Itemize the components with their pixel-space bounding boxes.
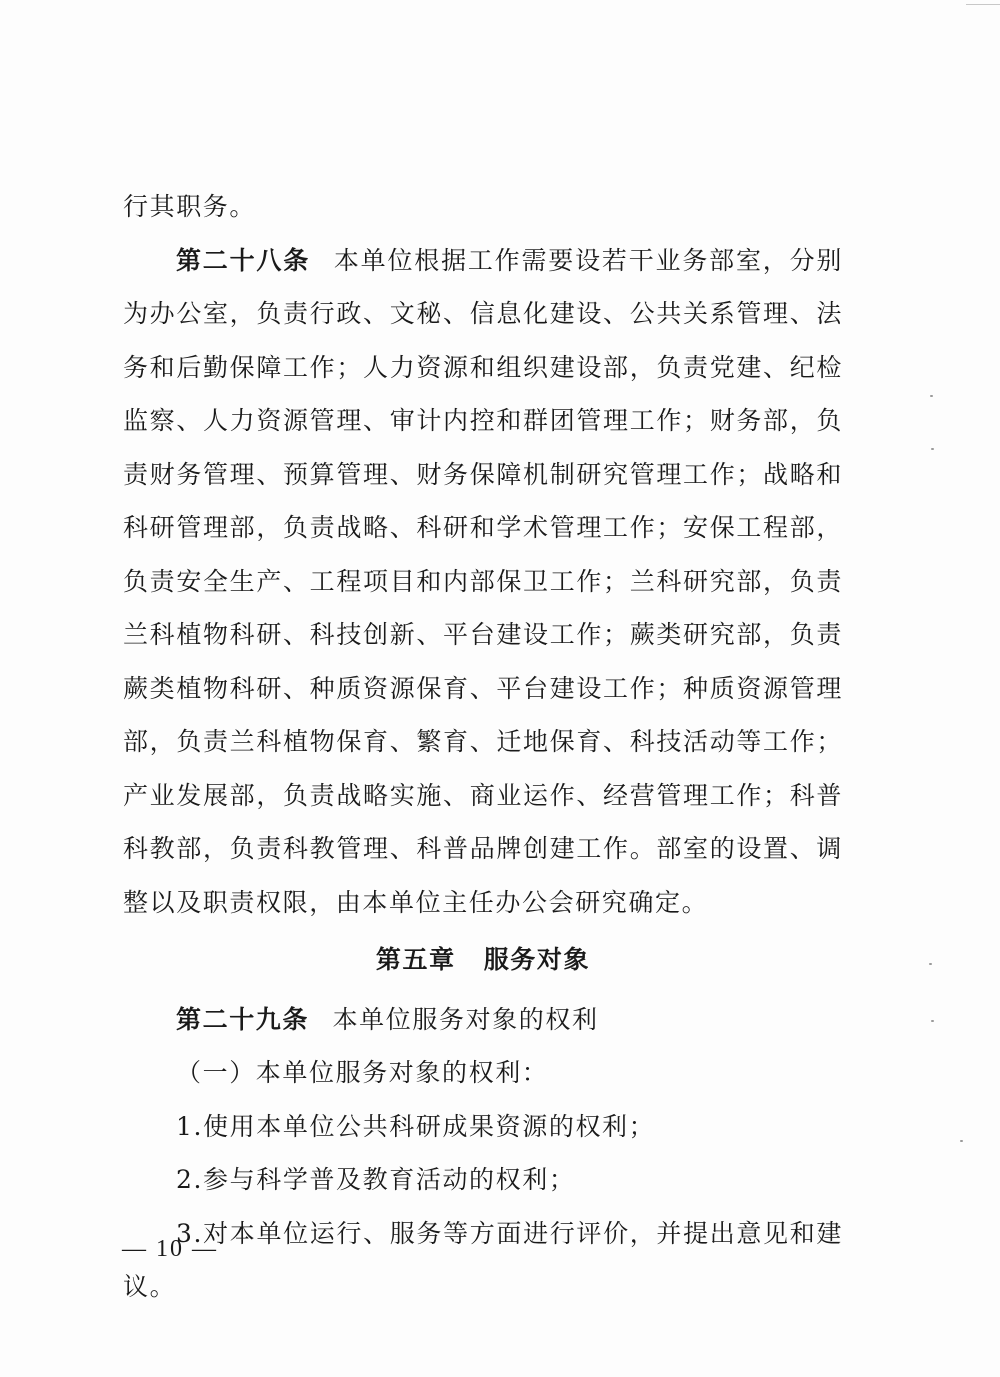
chapter-title: 服务对象 xyxy=(483,945,591,974)
list-item: 1.使用本单位公共科研成果资源的权利； xyxy=(176,1111,656,1141)
page-number: — 10 — xyxy=(122,1236,218,1262)
document-body xyxy=(123,180,843,1314)
list-item: 2.参与科学普及教育活动的权利； xyxy=(176,1165,576,1194)
article-29 xyxy=(123,993,843,1047)
scan-speck xyxy=(930,395,933,397)
chapter-heading xyxy=(123,933,843,987)
scan-speck xyxy=(931,1020,934,1022)
article-29-text: 本单位服务对象的权利 xyxy=(332,1004,599,1034)
article-29-heading: 第二十九条 xyxy=(176,1004,310,1034)
scan-edge-line xyxy=(966,0,1000,5)
list-item: 3.对本单位运行、服务等方面进行评价，并提出意见和建议。 xyxy=(123,1218,843,1301)
article-28 xyxy=(123,234,843,930)
continued-paragraph: 行其职务。 xyxy=(123,192,257,221)
scan-speck xyxy=(960,1140,963,1142)
scan-speck xyxy=(929,963,932,965)
subsection-1: （一）本单位服务对象的权利： xyxy=(176,1058,549,1087)
article-28-text: 本单位根据工作需要设若干业务部室，分别为办公室，负责行政、文秘、信息化建设、公共关系管理、法务和后勤保障工作；人力资源和组织建设部，负责党建、纪检监察、人力资源管理、审计内控和群团管理工作；财务部，负责财务管理、预算管理、财务保障机制研究管理工作；战略和科研管理部，负责战略、科研和学术管理工作；安保工程部，负责安全生产、工程项目和内部保卫工作；兰科研究部，负责兰科植物科研、科技创新、平台建设工作；蕨类研究部，负责蕨类植物科研、种质资源保育、平台建设工作；种质资源管理部，负责兰科植物保育、繁育、迁地保育、科技活动等工作；产业发展部，负责战略实施、商业运作、经营管理工作；科普科教部，负责科教管理、科普品牌创建工作。部室的设置、调整以及职责权限，由本单位主任办公会研究确定。 xyxy=(123,245,844,917)
article-28-heading: 第二十八条 xyxy=(176,245,311,275)
scan-speck xyxy=(931,448,934,450)
chapter-number: 第五章 xyxy=(375,945,456,974)
